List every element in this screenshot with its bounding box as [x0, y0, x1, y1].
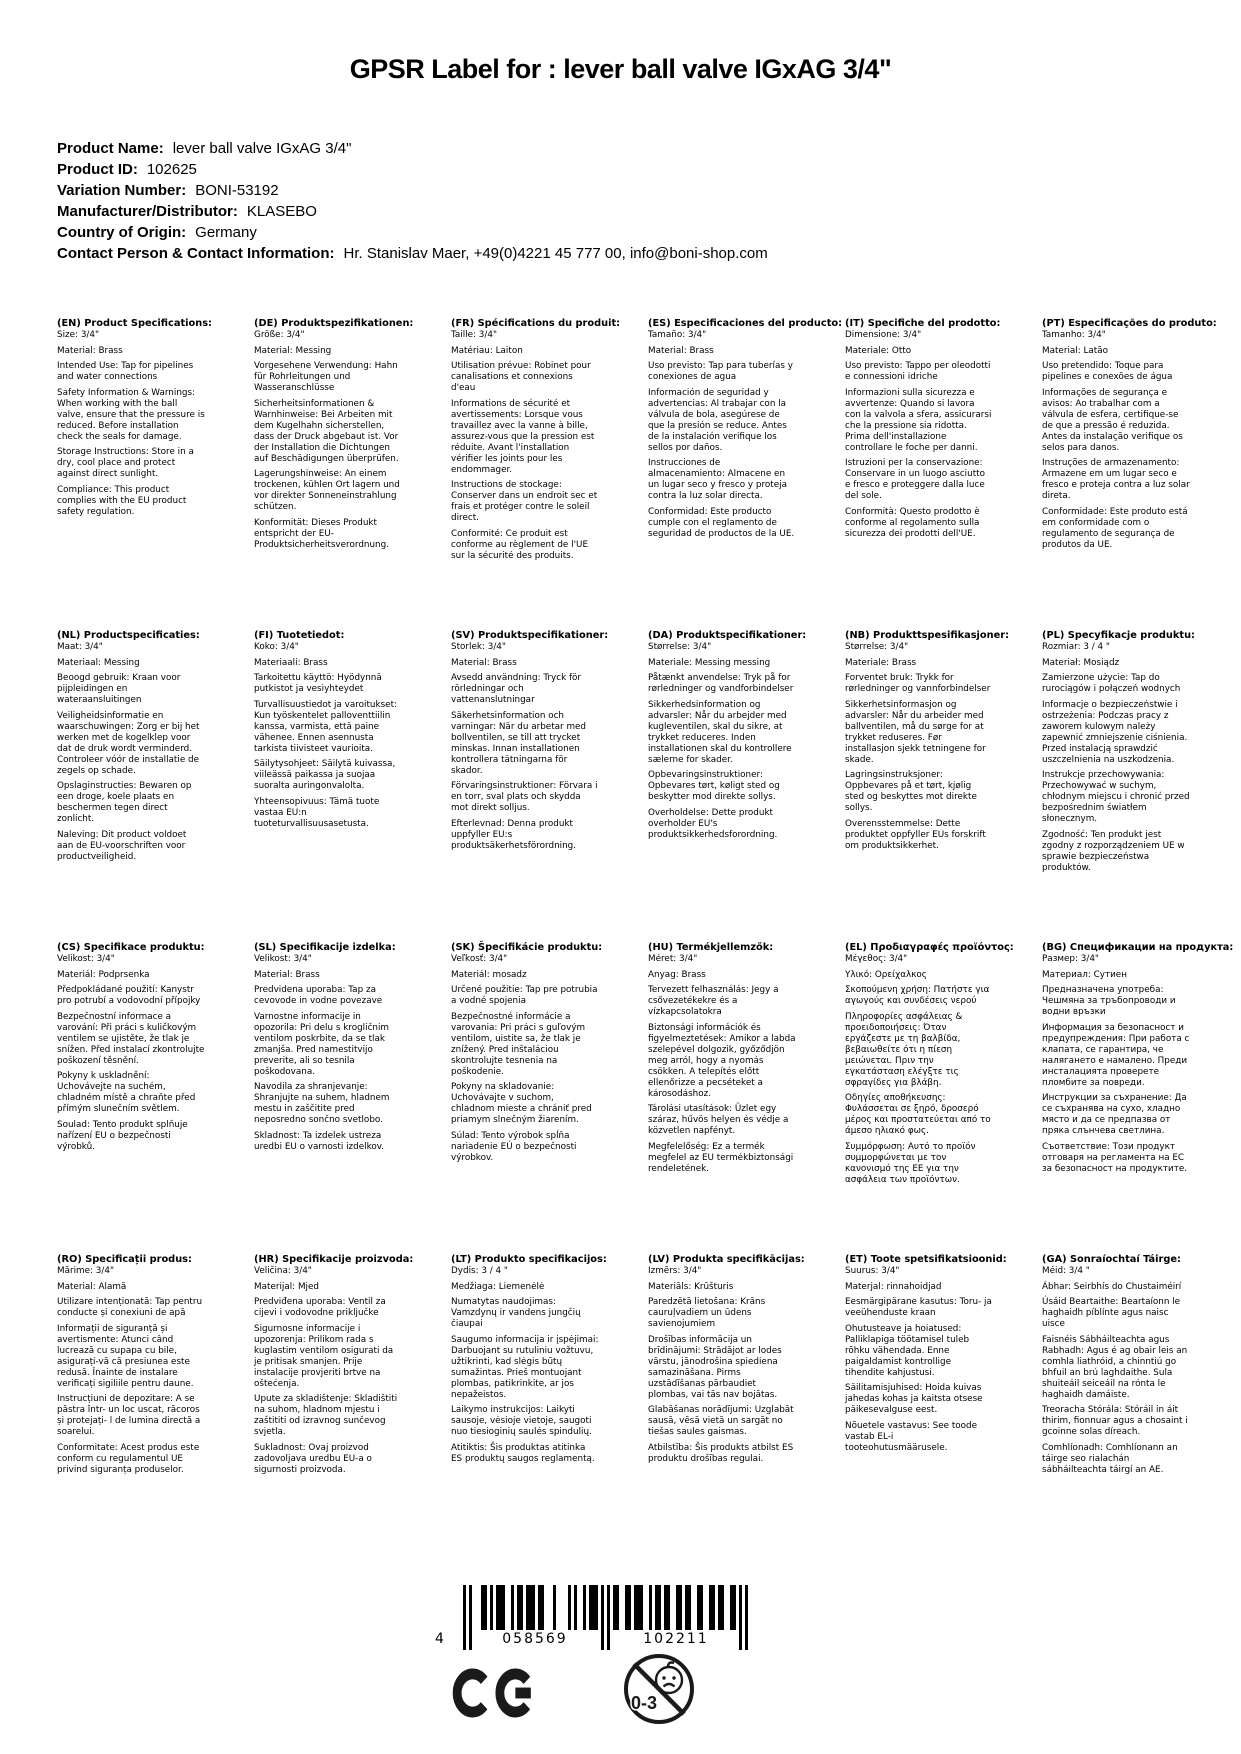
- spec-paragraph: Informations de sécurité et avertissements: Lorsque vous travaillez avec la vanne à bille, assurez-vous que la pression est réduite. Avant l'installation vérifier les joints pour les endommager.: [451, 398, 595, 475]
- spec-paragraph: Förvaringsinstruktioner: Förvara i en torr, sval plats och skydda mot direkt solljus.: [451, 781, 598, 813]
- barcode-first-digit: 4: [435, 1631, 444, 1647]
- spec-paragraph: Σκοπούμενη χρήση: Πατήστε για αγωγούς και συνδέσεις νερού: [845, 985, 990, 1006]
- spec-paragraph: Conformitate: Acest produs este conform cu regulamentul UE privind siguranța produselor.: [57, 1442, 200, 1475]
- spec-paragraph: Bezpečnostní informace a varování: Při práci s kuličkovým ventilem se ujistěte, že tlak je snížen. Před instalací zkontrolujte poškození těsnění.: [57, 1011, 205, 1066]
- spec-paragraph: Material: Brass: [57, 345, 123, 356]
- language-block-title: (NB) Produkttspesifikasjoner:: [845, 630, 1009, 641]
- spec-paragraph: Mărime: 3/4": [57, 1266, 114, 1276]
- language-block-title: (SL) Specifikacije izdelka:: [254, 942, 396, 953]
- page-title: GPSR Label for : lever ball valve IGxAG 3/4": [349, 54, 892, 84]
- language-block-ro: [57, 1254, 205, 1566]
- spec-paragraph: Материал: Сутиен: [1042, 969, 1127, 980]
- spec-paragraph: Veľkosť: 3/4": [451, 954, 508, 964]
- spec-paragraph: Medžiaga: Liemenėlė: [451, 1281, 545, 1292]
- spec-paragraph: Sukladnost: Ovaj proizvod zadovoljava uredbu EU-a o sigurnosti proizvoda.: [254, 1442, 372, 1475]
- spec-paragraph: Uso previsto: Tap para tuberías y conexiones de agua: [648, 361, 793, 382]
- language-block-lt: [451, 1254, 607, 1566]
- product-info-row: [57, 201, 768, 222]
- spec-paragraph: Efterlevnad: Denna produkt uppfyller EU:s produktsäkerhetsförordning.: [451, 818, 577, 851]
- product-info-value: 102625: [146, 161, 197, 178]
- spec-paragraph: Matériau: Laiton: [451, 345, 523, 356]
- spec-paragraph: Safety Information & Warnings: When working with the ball valve, ensure that the pressure is reduced. Before installation check the seals for damage.: [57, 387, 205, 442]
- spec-paragraph: Taille: 3/4": [451, 330, 498, 340]
- spec-paragraph: Conformità: Questo prodotto è conforme al regolamento sulla sicurezza dei prodotti dell'UE.: [845, 506, 980, 539]
- spec-paragraph: Material: Alamă: [57, 1281, 127, 1292]
- spec-paragraph: Eesmärgipärane kasutus: Toru- ja veeühenduste kraan: [845, 1297, 992, 1318]
- spec-paragraph: Atbilstība: Šis produkts atbilst ES produktu drošības regulai.: [648, 1442, 794, 1464]
- product-info-value: KLASEBO: [246, 203, 317, 220]
- spec-paragraph: Méid: 3/4 ": [1042, 1266, 1090, 1276]
- spec-paragraph: Overholdelse: Dette produkt overholder EU's produktsikkerhedsforordning.: [648, 807, 778, 840]
- language-block-title: (IT) Specifiche del prodotto:: [845, 318, 1001, 329]
- language-block-title: (SK) Špecifikácie produktu:: [451, 942, 603, 953]
- language-block-title: (HR) Specifikacije proizvoda:: [254, 1254, 414, 1265]
- spec-paragraph: Utilisation prévue: Robinet pour canalisations et connexions d'eau: [451, 361, 591, 393]
- language-block-cs: [57, 942, 205, 1254]
- language-blocks-grid: [57, 318, 1239, 1566]
- spec-paragraph: Varnostne informacije in opozorila: Pri delu s krogličnim ventilom poskrbite, da se tlak zmanjša. Pred namestitvijo preverite, ali so tesnila poškodovana.: [254, 1011, 389, 1077]
- language-block-title: (PL) Specyfikacje produktu:: [1042, 630, 1195, 641]
- language-block-title: (NL) Productspecificaties:: [57, 630, 200, 641]
- barcode-right-group: 102211: [616, 1631, 736, 1647]
- language-block-nb: [845, 630, 1009, 942]
- spec-paragraph: Materjal: rinnahoidjad: [845, 1281, 942, 1292]
- spec-paragraph: Navodila za shranjevanje: Shranjujte na suhem, hladnem mestu in zaščitite pred neposredno sončno svetlobo.: [254, 1082, 390, 1125]
- language-block-title: (LV) Produkta specifikācijas:: [648, 1254, 805, 1265]
- spec-paragraph: Tamanho: 3/4": [1042, 330, 1106, 340]
- spec-paragraph: Maat: 3/4": [57, 642, 103, 652]
- spec-paragraph: Informații de siguranță și avertismente: Atunci când lucrează cu supapa cu bile, asigurați-vă că presiunea este redusă. Înainte de instalare verificați sigiliile pentru daune.: [57, 1323, 194, 1389]
- language-block-bg: [1042, 942, 1234, 1254]
- spec-paragraph: Materiál: Podprsenka: [57, 969, 150, 980]
- spec-paragraph: Naleving: Dit product voldoet aan de EU-voorschriften voor productveiligheid.: [57, 829, 187, 862]
- age-warning-0-3-icon: [622, 1652, 696, 1726]
- spec-paragraph: Informações de segurança e avisos: Ao trabalhar com a válvula de esfera, certifique-se de que a pressão é reduzida. Antes da instalação verifique os selos para danos.: [1042, 387, 1183, 453]
- spec-paragraph: Anyag: Brass: [648, 969, 706, 980]
- spec-paragraph: Инструкции за съхранение: Да се съхранява на сухо, хладно място и да се предпазва от пряка слънчева светлина.: [1042, 1093, 1187, 1136]
- product-info-label: Country of Origin:: [57, 224, 187, 241]
- spec-paragraph: Größe: 3/4": [254, 330, 305, 340]
- spec-paragraph: Atitiktis: Šis produktas atitinka ES produktų saugos reglamentą.: [451, 1442, 595, 1464]
- spec-paragraph: Информация за безопасност и предупреждения: При работа с клапата, се гарантира, че налягането е намалено. Преди инсталацията проверете пломбите за повреди.: [1042, 1022, 1190, 1088]
- spec-paragraph: Instrucțiuni de depozitare: A se păstra într- un loc uscat, răcoros și protejați- l de lumina directă a soarelui.: [57, 1394, 201, 1437]
- spec-paragraph: Beoogd gebruik: Kraan voor pijpleidingen en wateraansluitingen: [57, 673, 181, 705]
- spec-paragraph: Instrukcje przechowywania: Przechowywać w suchym, chłodnym miejscu i chronić przed bezpośrednim światłem słonecznym.: [1042, 770, 1190, 824]
- spec-paragraph: Turvallisuustiedot ja varoitukset: Kun työskentelet palloventtiilin kanssa, varmista, että paine vähenee. Ennen asennusta tarkista tiivisteet vaurioita.: [254, 699, 397, 754]
- language-block-title: (BG) Спецификации на продукта:: [1042, 942, 1234, 953]
- product-info-value: BONI-53192: [195, 182, 279, 199]
- spec-paragraph: Yhteensopivuus: Tämä tuote vastaa EU:n tuoteturvallisuusasetusta.: [254, 796, 380, 829]
- spec-paragraph: Opslaginstructies: Bewaren op een droge, koele plaats en beschermen tegen direct zonlicht.: [57, 781, 192, 824]
- spec-paragraph: Material: Brass: [648, 345, 714, 356]
- product-info-label: Variation Number:: [57, 182, 187, 199]
- ean13-barcode: [435, 1585, 748, 1651]
- spec-paragraph: Conformité: Ce produit est conforme au règlement de l'UE sur la sécurité des produits.: [451, 528, 589, 561]
- spec-paragraph: Vorgesehene Verwendung: Hahn für Rohrleitungen und Wasseranschlüsse: [254, 361, 398, 393]
- language-block-es: [648, 318, 843, 630]
- language-block-it: [845, 318, 1001, 630]
- spec-paragraph: Размер: 3/4": [1042, 954, 1099, 964]
- product-info-row: [57, 180, 768, 201]
- spec-paragraph: Πληροφορίες ασφάλειας & προειδοποιήσεις: Όταν εργάζεστε με τη βαλβίδα, βεβαιωθείτε ότι η πίεση μειώνεται. Πριν την εγκατάσταση ελέγξτε τις σφραγίδες για βλάβη.: [845, 1011, 963, 1088]
- spec-paragraph: Materijal: Mjed: [254, 1281, 319, 1292]
- spec-paragraph: Instructions de stockage: Conserver dans un endroit sec et frais et protéger contre le soleil direct.: [451, 480, 598, 523]
- spec-paragraph: Suurus: 3/4": [845, 1266, 900, 1276]
- spec-paragraph: Compliance: This product complies with the EU product safety regulation.: [57, 484, 187, 517]
- spec-paragraph: Drošības informācija un brīdinājumi: Strādājot ar lodes vārstu, jānodrošina spiediena samazināšana. Pirms uzstādīšanas pārbaudiet plombas, vai tās nav bojātas.: [648, 1334, 782, 1400]
- spec-paragraph: Ábhar: Seirbhís do Chustaiméirí: [1042, 1281, 1182, 1292]
- spec-paragraph: Säkerhetsinformation och varningar: När du arbetar med bollventilen, se till att trycket minskas. Innan installationen kontrollera tätningarna för skador.: [451, 710, 587, 776]
- language-block-title: (RO) Specificații produs:: [57, 1254, 192, 1265]
- spec-paragraph: Comhlíonadh: Comhlíonann an táirge seo rialachán sábháilteachta táirgí an AE.: [1042, 1442, 1178, 1475]
- product-info-value: Hr. Stanislav Maer, +49(0)4221 45 777 00, info@boni-shop.com: [343, 245, 768, 262]
- spec-paragraph: Sikkerhedsinformation og advarsler: Når du arbejder med kugleventilen, skal du sikre, at trykket reduceres. Inden installationen skal du kontrollere sælerne for skader.: [648, 699, 792, 765]
- language-block-title: (DE) Produktspezifikationen:: [254, 318, 414, 329]
- spec-paragraph: Størrelse: 3/4": [845, 642, 909, 652]
- spec-paragraph: Uso pretendido: Toque para pipelines e conexões de água: [1042, 361, 1173, 382]
- language-block-title: (FI) Tuotetiedot:: [254, 630, 345, 641]
- age-warning-label: 0-3: [631, 1693, 658, 1713]
- language-block-da: [648, 630, 807, 942]
- spec-paragraph: Bezpečnostné informácie a varovania: Pri práci s guľovým ventilom, uistite sa, že tlak je znížený. Pred inštaláciou skontrolujte tesnenia na poškodenie.: [451, 1011, 586, 1077]
- spec-paragraph: Megfelelőség: Ez a termék megfelel az EU termékbiztonsági rendeletének.: [648, 1141, 794, 1174]
- spec-paragraph: Μέγεθος: 3/4": [845, 954, 908, 964]
- spec-paragraph: Informacje o bezpieczeństwie i ostrzeżenia: Podczas pracy z zaworem kulowym należy zapewnić zmniejszenie ciśnienia. Przed instalacją sprawdzić uszczelnienia na uszkodzenia.: [1042, 699, 1188, 765]
- spec-paragraph: Utilizare intenționată: Tap pentru conducte și conexiuni de apă: [57, 1297, 203, 1318]
- spec-paragraph: Sikkerhetsinformasjon og advarsler: Når du arbeider med ballventilen, må du sørge for at trykket reduseres. Før installasjon sjekk tetningene for skade.: [845, 699, 986, 765]
- language-block-lv: [648, 1254, 805, 1566]
- spec-paragraph: Conformidade: Este produto está em conformidade com o regulamento de segurança de produtos da UE.: [1042, 506, 1188, 550]
- spec-paragraph: Predvidena uporaba: Tap za cevovode in vodne povezave: [254, 985, 383, 1006]
- spec-paragraph: Material: Messing: [254, 345, 332, 356]
- spec-paragraph: Soulad: Tento produkt splňuje nařízení EU o bezpečnosti výrobků.: [57, 1119, 188, 1152]
- product-info-label: Manufacturer/Distributor:: [57, 203, 238, 220]
- spec-paragraph: Biztonsági információk és figyelmeztetések: Amikor a labda szelepével dolgozik, győződjön meg arról, hogy a nyomás csökken. A telepítés előtt ellenőrizze a pecséteket a károsodáshoz.: [648, 1022, 796, 1099]
- barcode-module: [745, 1585, 748, 1650]
- spec-paragraph: Съответствие: Този продукт отговаря на регламента на ЕС за безопасност на продуктите.: [1042, 1141, 1188, 1174]
- language-block-title: (EL) Προδιαγραφές προϊόντος:: [845, 942, 1014, 953]
- spec-paragraph: Tervezett felhasználás: Jegy a csővezetékekre és a vízkapcsolatokra: [648, 985, 779, 1017]
- language-block-el: [845, 942, 1014, 1254]
- language-block-sl: [254, 942, 402, 1254]
- spec-paragraph: Forventet bruk: Trykk for rørledninger og vannforbindelser: [845, 673, 991, 694]
- spec-paragraph: Úsáid Beartaithe: Beartaíonn le haghaidh píblínte agus naisc uisce: [1042, 1297, 1181, 1329]
- language-block-nl: [57, 630, 205, 942]
- spec-paragraph: Tamaño: 3/4": [648, 330, 707, 340]
- spec-paragraph: Rozmiar: 3 / 4 ": [1042, 642, 1110, 652]
- product-info-label: Product ID:: [57, 161, 138, 178]
- spec-paragraph: Dimensione: 3/4": [845, 330, 922, 340]
- spec-paragraph: Istruzioni per la conservazione: Conservare in un luogo asciutto e fresco e proteggere dalla luce del sole.: [845, 458, 985, 501]
- spec-paragraph: Materiaal: Messing: [57, 657, 140, 668]
- spec-paragraph: Určené použitie: Tap pre potrubia a vodné spojenia: [451, 985, 598, 1006]
- spec-paragraph: Pokyny na skladovanie: Uchovávajte v suchom, chladnom mieste a chrániť pred priamym slnečným žiarením.: [451, 1082, 592, 1125]
- product-info-row: [57, 138, 768, 159]
- spec-paragraph: Conformidad: Este producto cumple con el reglamento de seguridad de productos de la UE.: [648, 506, 795, 539]
- spec-paragraph: Paredzētā lietošana: Krāns cauruļvadiem un ūdens savienojumiem: [648, 1297, 766, 1329]
- spec-paragraph: Laikymo instrukcijos: Laikyti sausoje, vėsioje vietoje, saugoti nuo tiesioginių saulės spindulių.: [451, 1405, 592, 1437]
- spec-paragraph: Storage Instructions: Store in a dry, cool place and protect against direct sunlight.: [57, 447, 194, 479]
- spec-paragraph: Veličina: 3/4": [254, 1266, 312, 1276]
- spec-paragraph: Opbevaringsinstruktioner: Opbevares tørt, køligt sted og beskytter mod direkte sollys.: [648, 770, 780, 802]
- spec-paragraph: Treoracha Stórála: Stóráil in áit thirim, fionnuar agus a chosaint i gcoinne solas díreach.: [1042, 1405, 1188, 1437]
- spec-paragraph: Υλικό: Ορείχαλκος: [845, 969, 927, 980]
- spec-paragraph: Saugumo informacija ir įspėjimai: Darbuojant su rutuliniu vožtuvu, užtikrinti, kad slėgis būtų sumažintas. Prieš montuojant plombas, patikrinkite, ar jos nepažeistos.: [451, 1334, 599, 1400]
- product-info-label: Contact Person & Contact Information:: [57, 245, 335, 262]
- spec-paragraph: Material: Brass: [451, 657, 517, 668]
- spec-paragraph: Materiale: Otto: [845, 345, 912, 356]
- language-block-ga: [1042, 1254, 1190, 1566]
- spec-paragraph: Materiał: Mosiądz: [1042, 657, 1120, 668]
- product-info-value: Germany: [195, 224, 257, 241]
- spec-paragraph: Uso previsto: Tappo per oleodotti e connessioni idriche: [845, 361, 991, 382]
- spec-paragraph: Materiaali: Brass: [254, 657, 328, 668]
- spec-paragraph: Tarkoitettu käyttö: Hyödynnä putkistot ja vesiyhteydet: [254, 673, 382, 694]
- spec-paragraph: Påtænkt anvendelse: Tryk på for rørledninger og vandforbindelser: [648, 673, 794, 694]
- barcode-left-group: 058569: [475, 1631, 595, 1647]
- spec-paragraph: Lagerungshinweise: An einem trockenen, kühlen Ort lagern und vor direkter Sonneneinstrahlung schützen.: [254, 469, 400, 512]
- spec-paragraph: Ohutusteave ja hoiatused: Palliklapiga töötamisel tuleb rõhku vähendada. Enne paigaldamist kontrollige tihendite kahjustusi.: [845, 1323, 970, 1378]
- spec-paragraph: Faisnéis Sábháilteachta agus Rabhadh: Agus é ag obair leis an comhla liathróid, a chinntiú go bhfuil an brú laghdaithe. Sula shuiteáil seiceáil na rónta le haghaidh damáiste.: [1042, 1334, 1188, 1400]
- spec-paragraph: Οδηγίες αποθήκευσης: Φυλάσσεται σε ξηρό, δροσερό μέρος και προστατεύεται από το άμεσο ηλιακό φως.: [845, 1093, 991, 1136]
- spec-paragraph: Size: 3/4": [57, 330, 100, 340]
- spec-paragraph: Velikost: 3/4": [254, 954, 312, 964]
- spec-paragraph: Předpokládané použití: Kanystr pro potrubí a vodovodní přípojky: [57, 985, 201, 1006]
- language-block-title: (EN) Product Specifications:: [57, 318, 212, 329]
- spec-paragraph: Konformität: Dieses Produkt entspricht der EU-Produktsicherheitsverordnung.: [254, 517, 390, 550]
- ce-mark-icon: [452, 1664, 536, 1722]
- spec-paragraph: Izmērs: 3/4": [648, 1266, 702, 1276]
- spec-paragraph: Velikost: 3/4": [57, 954, 115, 964]
- spec-paragraph: Materiale: Messing messing: [648, 657, 771, 668]
- spec-paragraph: Overensstemmelse: Dette produktet oppfyller EUs forskrift om produktsikkerhet.: [845, 818, 986, 851]
- product-info-row: [57, 243, 768, 264]
- spec-paragraph: Instrucciones de almacenamiento: Almacene en un lugar seco y fresco y proteja contra la luz solar directa.: [648, 458, 787, 501]
- spec-paragraph: Tárolási utasítások: Üzlet egy száraz, hűvös helyen és védje a közvetlen napfényt.: [648, 1104, 789, 1136]
- language-block-pl: [1042, 630, 1195, 942]
- spec-paragraph: Pokyny k uskladnění: Uchovávejte na suchém, chladném místě a chraňte před přímým slunečním světlem.: [57, 1071, 196, 1114]
- language-block-title: (DA) Produktspecifikationer:: [648, 630, 807, 641]
- spec-paragraph: Información de seguridad y advertencias: Al trabajar con la válvula de bola, asegúrese de que la presión se reduce. Antes de la instalación verifique los sellos por daños.: [648, 387, 787, 453]
- spec-paragraph: Upute za skladištenje: Skladištiti na suhom, hladnom mjestu i zaštititi od izravnog sunčevog svjetla.: [254, 1394, 398, 1437]
- language-block-title: (HU) Termékjellemzők:: [648, 942, 774, 953]
- language-block-pt: [1042, 318, 1217, 630]
- spec-paragraph: Materiāls: Krūšturis: [648, 1281, 734, 1292]
- product-info-row: [57, 222, 768, 243]
- spec-paragraph: Zgodność: Ten produkt jest zgodny z rozporządzeniem UE w sprawie bezpieczeństwa produktów.: [1042, 829, 1185, 873]
- language-block-fr: [451, 318, 621, 630]
- spec-paragraph: Materiál: mosadz: [451, 969, 527, 980]
- spec-paragraph: Material: Brass: [254, 969, 320, 980]
- spec-paragraph: Sigurnosne informacije i upozorenja: Prilikom rada s kuglastim ventilom osigurati da je pritisak smanjen. Prije instalacije provjeriti brtve na oštećenja.: [254, 1323, 394, 1389]
- language-block-sk: [451, 942, 603, 1254]
- language-block-et: [845, 1254, 1007, 1566]
- spec-paragraph: Storlek: 3/4": [451, 642, 506, 652]
- spec-paragraph: Intended Use: Tap for pipelines and water connections: [57, 361, 194, 382]
- language-block-title: (SV) Produktspecifikationer:: [451, 630, 609, 641]
- language-block-en: [57, 318, 212, 630]
- spec-paragraph: Nõuetele vastavus: See toode vastab EL-i tooteohutusmäärusele.: [845, 1420, 978, 1453]
- language-block-fi: [254, 630, 402, 942]
- language-block-hr: [254, 1254, 414, 1566]
- spec-paragraph: Predviđena uporaba: Ventil za cijevi i vodovodne priključke: [254, 1297, 386, 1318]
- language-block-title: (FR) Spécifications du produit:: [451, 318, 621, 329]
- spec-paragraph: Materiale: Brass: [845, 657, 917, 668]
- spec-paragraph: Súlad: Tento výrobok spĺňa nariadenie EÚ o bezpečnosti výrobkov.: [451, 1130, 577, 1163]
- product-info-row: [57, 159, 768, 180]
- product-info-value: lever ball valve IGxAG 3/4": [172, 140, 352, 157]
- language-block-hu: [648, 942, 796, 1254]
- language-block-de: [254, 318, 414, 630]
- language-block-title: (GA) Sonraíochtaí Táirge:: [1042, 1254, 1181, 1265]
- language-block-title: (PT) Especificações do produto:: [1042, 318, 1217, 329]
- spec-paragraph: Предназначена употреба: Чешмяна за тръбопроводи и водни връзки: [1042, 985, 1176, 1017]
- spec-paragraph: Lagringsinstruksjoner: Oppbevares på et tørt, kjølig sted og beskyttes mot direkte sollys.: [845, 770, 977, 813]
- product-info-block: [57, 138, 768, 264]
- spec-paragraph: Sicherheitsinformationen & Warnhinweise: Bei Arbeiten mit dem Kugelhahn sicherstellen, dass der Druck abgebaut ist. Vor der Installation die Dichtungen auf Beschädigungen überprüfen.: [254, 398, 399, 464]
- spec-paragraph: Méret: 3/4": [648, 954, 698, 964]
- spec-paragraph: Informazioni sulla sicurezza e avvertenze: Quando si lavora con la valvola a sfera, assicurarsi che la pressione sia ridotta. Prima dell'installazione controllare le foche per danni.: [845, 387, 992, 453]
- spec-paragraph: Størrelse: 3/4": [648, 642, 712, 652]
- spec-paragraph: Skladnost: Ta izdelek ustreza uredbi EU o varnosti izdelkov.: [254, 1130, 385, 1152]
- spec-paragraph: Instruções de armazenamento: Armazene em um lugar seco e fresco e proteja contra a luz solar direta.: [1042, 458, 1190, 501]
- language-block-title: (LT) Produkto specifikacijos:: [451, 1254, 607, 1265]
- spec-paragraph: Συμμόρφωση: Αυτό το προϊόν συμμορφώνεται με τον κανονισμό της ΕΕ για την ασφάλεια των προϊόντων.: [845, 1141, 976, 1185]
- spec-paragraph: Glabāšanas norādījumi: Uzglabāt sausā, vēsā vietā un sargāt no tiešas saules gaismas.: [648, 1405, 794, 1437]
- language-block-sv: [451, 630, 609, 942]
- language-block-title: (CS) Specifikace produktu:: [57, 942, 205, 953]
- spec-paragraph: Numatytas naudojimas: Vamzdynų ir vandens jungčių čiaupai: [451, 1297, 581, 1329]
- spec-paragraph: Material: Latão: [1042, 345, 1109, 356]
- spec-paragraph: Säilytysohjeet: Säilytä kuivassa, viileässä paikassa ja suojaa suoralta auringonvalolta.: [254, 759, 396, 791]
- spec-paragraph: Säilitamisjuhised: Hoida kuivas jahedas kohas ja kaitsta otsese päikesevalguse eest.: [845, 1383, 983, 1415]
- product-info-label: Product Name:: [57, 140, 164, 157]
- spec-paragraph: Veiligheidsinformatie en waarschuwingen: Zorg er bij het werken met de kogelklep voor dat de druk wordt verminderd. Controleer vóór de installatie de zegels op schade.: [57, 710, 200, 776]
- language-block-title: (ES) Especificaciones del producto:: [648, 318, 843, 329]
- spec-paragraph: Zamierzone użycie: Tap do rurociągów i połączeń wodnych: [1042, 673, 1181, 694]
- language-block-title: (ET) Toote spetsifikatsioonid:: [845, 1254, 1007, 1265]
- spec-paragraph: Avsedd användning: Tryck för rörledningar och vattenanslutningar: [451, 673, 582, 705]
- spec-paragraph: Dydis: 3 / 4 ": [451, 1266, 508, 1276]
- spec-paragraph: Koko: 3/4": [254, 642, 299, 652]
